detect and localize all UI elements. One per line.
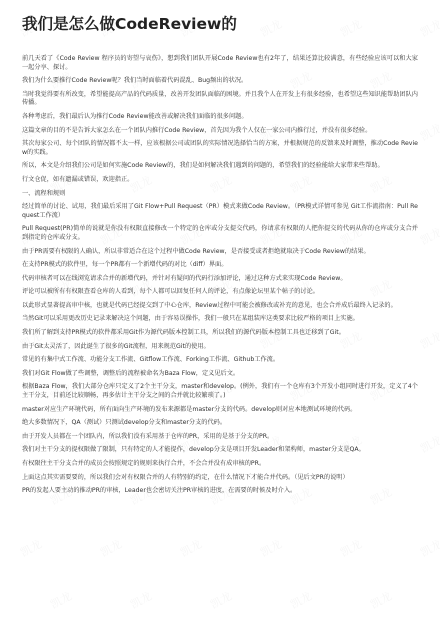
paragraph: 在支持PR模式的软件里，每一个PR都有一个新增代码的对比（diff）界面。 <box>22 261 228 269</box>
paragraph: 其次每家公司、每个团队的情况都不太一样，应该根据公司或团队的实际情况选择恰当的方案，并根据规范的反馈来及时调整，推动Code Review的实践。 <box>22 140 418 156</box>
watermark-text <box>288 588 315 612</box>
watermark-text <box>368 588 395 612</box>
paragraph: PR的发起人要主动的推动PR的审核，Leader也会密切关注PR审核的进度，在需要的时候及时介入。 <box>22 487 297 495</box>
paragraph: 由于Git太灵活了，因此诞生了很多的Git流程，用来规范Git的使用。 <box>22 342 210 350</box>
paragraph: 评论可以被所有有权限查看仓库的人看到，每个人都可以回复任何人的评论，有点像论坛里某个帖子的讨论。 <box>22 288 319 296</box>
watermark-text <box>418 224 440 248</box>
paragraph: 代码审核者可以在线浏览请求合并的新增代码，并针对有疑问的代码行添加评论，通过这种方式来实现Code Review。 <box>22 274 347 282</box>
paragraph: 我们为什么要推行Code Review呢？我们当时面临着代码混乱、Bug频出的状况。 <box>22 77 248 85</box>
watermark-text <box>418 536 440 560</box>
paragraph: 由于开发人员都在一个团队内，所以我们没有采用基于仓库的PR，采用的是基于分支的PR。 <box>22 432 274 440</box>
paragraph: 当时我觉得要有所改变，希望能提高产品的代码质量，改善开发团队面临的困境。并且我个人在开发上有很多经验，也希望这些知识能帮助团队内传播。 <box>22 90 418 107</box>
watermark-text <box>418 432 440 456</box>
paragraph: 当然Git可以采用更改历史记录来解决这个问题，由于容易误操作，我们一般只在某组装库这类要求比较严格的项目上实施。 <box>22 315 359 323</box>
paragraph: 以此形式显著提高审中核，也就是代码已经提交到了中心仓库，Review过程中可能会被修改或补充的意见，也会合并成后最终入记录的。 <box>22 301 397 309</box>
paragraph: 经过简单的讨论、试用，我们最后采用了Git Flow+Pull Request（PR）模式来做Code Review。（PR模式详情可参见 Git工作流指南：Pull Request工作流） <box>22 203 418 219</box>
watermark-text <box>178 536 205 560</box>
watermark-text <box>208 588 235 612</box>
watermark-text <box>418 16 440 40</box>
paragraph: Pull Request(PR)简单的说就是你没有权限直接修改一个特定的仓库或分支提交代码，你请求有权限的人把你提交的代码从你的仓库或分支合并到指定的仓库或分支。 <box>22 225 418 241</box>
watermark-text <box>128 588 155 612</box>
paragraph: 前几天看了《Code Review 程序员的寄望与哀伤》，想到我们团队开展Code Review也有2年了，结果还算比较满意，有些经验应该可以和大家一起分享、探讨。 <box>22 55 418 71</box>
paragraph: 根据Baza Flow，我们大部分仓库只定义了2个主干分支，master和develop。(例外，我们有一个仓库有3个开发小组同时进行开发，定义了4个主干分支，目前还比较顺畅，再多估计主干分支之间的合并就比较繁琐了。) <box>22 383 418 400</box>
watermark-text <box>48 588 75 612</box>
paragraph: 常见的有集中式工作流、功能分支工作流、Gitflow工作流、Forking工作流、Github工作流。 <box>22 356 280 364</box>
watermark-text <box>418 328 440 352</box>
article-body <box>22 55 418 496</box>
watermark-text <box>258 536 285 560</box>
paragraph: 行文仓促，如有遗漏或错误，欢迎指正。 <box>22 175 134 183</box>
paragraph: 各种考虑后，我们最后认为推行Code Review能改善或解决我们面临的很多问题。 <box>22 112 248 120</box>
watermark-text <box>18 536 45 560</box>
paragraph: 由于PR需要有权限的人确认，所以非常适合在这个过程中做Code Review，是否接受或者拒绝就取决于Code Review的结果。 <box>22 247 370 255</box>
paragraph: 我们对Git Flow做了些调整，调整后的流程被命名为Baza Flow，定义见后文。 <box>22 369 240 377</box>
paragraph: 绝大多数情况下，QA（测试）只测试develop分支和master分支的代码。 <box>22 419 227 427</box>
section-heading: 一、流程和规则 <box>22 189 66 197</box>
paragraph: master对应生产环境代码，所有面向生产环境的发布来源都是master分支的代码。develop则对应本地测试环境的代码。 <box>22 405 357 413</box>
paragraph: 这篇文章的目的不是告诉大家怎么在一个团队内推行Code Review，首先因为我个人仅在一家公司内推行过，并没有很多经验。 <box>22 126 372 134</box>
paragraph: 有权限往主干分支合并的成员会按照规定的规则来执行合并，不会合并没有成审核的PR。 <box>22 460 266 467</box>
article <box>22 14 418 501</box>
paragraph: 我们对主干分支的提权限做了限制，只有特定的人才能提作，develop分支是项目开发Leader和架构师，master分支是QA。 <box>22 446 365 454</box>
page-title: 我们是怎么做CodeReview的 <box>22 15 237 33</box>
watermark-text <box>98 536 125 560</box>
paragraph: 我们所了解到支持PR模式的软件都采用Git作为源代码版本控制工具，所以我们的源代码版本控制工具也迁移到了Git。 <box>22 329 345 337</box>
watermark-text <box>338 536 365 560</box>
paragraph: 上面这点其实需要要的，所以我们会对有权限合并的人有特别的约定，在什么情况下才能合并代码。（见后文PR的说明） <box>22 473 349 481</box>
paragraph: 所以，本文是介绍我们公司是如何实施Code Review的，我们是如何解决我们遇到的问题的，希望我们的经验能给大家带来些帮助。 <box>22 162 384 170</box>
watermark-text <box>418 120 440 144</box>
